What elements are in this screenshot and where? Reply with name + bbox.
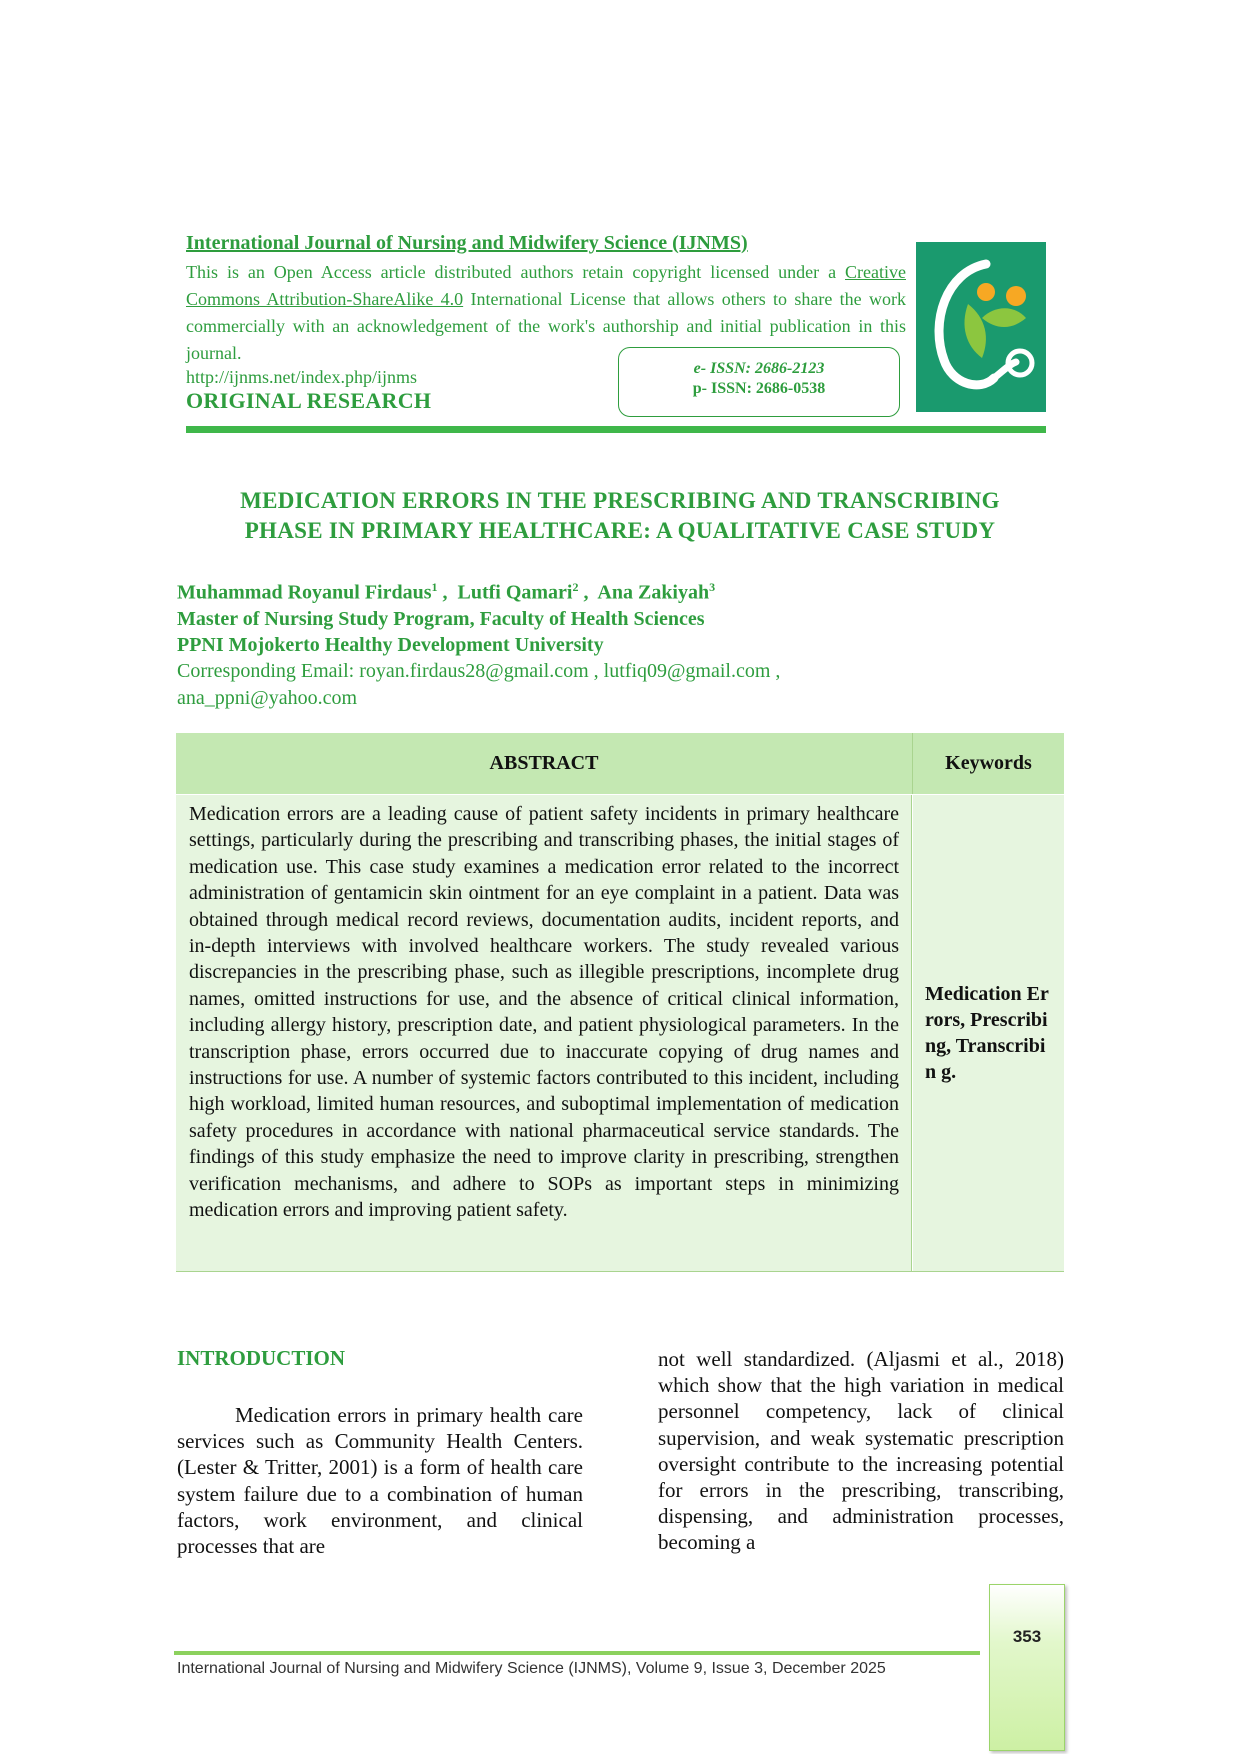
author-2-sup: 2	[572, 580, 579, 594]
affiliation-1: Master of Nursing Study Program, Faculty of Health Sciences	[177, 607, 705, 630]
paper-title	[180, 486, 1060, 546]
author-3: Ana Zakiyah	[597, 581, 710, 604]
author-1: Muhammad Royanul Firdaus	[177, 581, 432, 604]
introduction-heading: INTRODUCTION	[177, 1346, 346, 1370]
journal-url[interactable]: http://ijnms.net/index.php/ijnms	[186, 367, 418, 387]
abstract-text: Medication errors are a leading cause of patient safety incidents in primary healthcare settings, particularly during the prescribing and transcribing phases, the initial stages of medication use. This case study examines a medication error related to the incorrect administration of gentamicin skin ointment for an eye complaint in a patient. Data was obtained through medical record reviews, documentation audits, incident reports, and in-depth interviews with involved healthcare workers. The study revealed various discrepancies in the prescribing phase, such as illegible prescriptions, incomplete drug names, omitted instructions for use, and the absence of critical clinical information, including allergy history, prescription date, and patient physiological parameters. In the transcription phase, errors occurred due to inaccurate copying of drug names and instructions for use. A number of systemic factors contributed to this incident, including high workload, limited human resources, and suboptimal implementation of medication safety procedures in accordance with national pharmaceutical service standards. The findings of this study emphasize the need to improve clarity in prescribing, strengthen verification mechanisms, and adhere to SOPs as important steps in minimizing medication errors and improving patient safety.	[189, 803, 899, 1222]
e-issn: e- ISSN: 2686-2123	[693, 360, 825, 377]
intro-right-column	[658, 1346, 1064, 1556]
abstract-table	[176, 733, 1064, 1271]
license-text-1: This is an Open Access article distributed authors retain copyright licensed under a	[186, 262, 837, 282]
footer-divider	[174, 1651, 980, 1655]
intro-paragraph-right: not well standardized. (Aljasmi et al., 2018) which show that the high variation in medical personnel competency, lack of clinical supervision, and weak systematic prescription oversight contribute to the increasing potential for errors in the prescribing, transcribing, dispensing, and administration processes, becoming a	[658, 1347, 1064, 1555]
section-label: ORIGINAL RESEARCH	[186, 388, 432, 413]
title-line-1: MEDICATION ERRORS IN THE PRESCRIBING AND TRANSCRIBING	[240, 488, 1000, 513]
page-number-tab	[989, 1584, 1065, 1751]
journal-title[interactable]: International Journal of Nursing and Midwifery Science (IJNMS)	[186, 232, 748, 254]
author-2: Lutfi Qamari	[457, 581, 573, 604]
author-sep-2: ,	[578, 581, 598, 604]
p-issn: p- ISSN: 2686-0538	[692, 380, 826, 397]
author-block	[177, 574, 1077, 712]
author-3-sup: 3	[709, 580, 716, 594]
abstract-cell	[176, 795, 912, 1271]
page-number: 353	[1012, 1627, 1042, 1646]
author-sep-1: ,	[437, 581, 458, 604]
journal-logo	[916, 242, 1046, 412]
keywords-heading: Keywords	[913, 733, 1064, 794]
table-bottom-border	[176, 1271, 1064, 1272]
footer-citation: International Journal of Nursing and Midwifery Science (IJNMS), Volume 9, Issue 3, December 2025	[177, 1660, 886, 1677]
intro-left-column	[177, 1402, 583, 1559]
stethoscope-leaf-icon	[916, 242, 1046, 412]
corresponding-email-line-2[interactable]: ana_ppni@yahoo.com	[177, 686, 358, 709]
corresponding-email-line-1[interactable]: Corresponding Email: royan.firdaus28@gmail.com , lutfiq09@gmail.com ,	[177, 659, 781, 682]
keywords-text: Medication Errors, Prescribing, Transcribin g.	[925, 983, 1049, 1083]
author-1-sup: 1	[431, 580, 438, 594]
author-line	[177, 574, 1077, 606]
issn-box	[618, 347, 900, 417]
intro-paragraph-left: Medication errors in primary health care services such as Community Health Centers. (Lester & Tritter, 2001) is a form of health care system failure due to a combination of human factors, work environment, and clinical processes that are	[177, 1403, 583, 1559]
keywords-cell	[913, 795, 1064, 1271]
title-line-2: PHASE IN PRIMARY HEALTHCARE: A QUALITATIVE CASE STUDY	[244, 518, 996, 543]
license-text-2: International License that allows others to share the work commercially with an acknowledgement of the work's authorship and initial publication in this journal.	[186, 289, 906, 363]
creative-commons-link[interactable]: Creative Commons Attribution-ShareAlike 4.0	[186, 262, 906, 309]
affiliation-2: PPNI Mojokerto Healthy Development University	[177, 633, 604, 656]
header-divider	[186, 426, 1046, 433]
abstract-heading: ABSTRACT	[176, 733, 913, 794]
